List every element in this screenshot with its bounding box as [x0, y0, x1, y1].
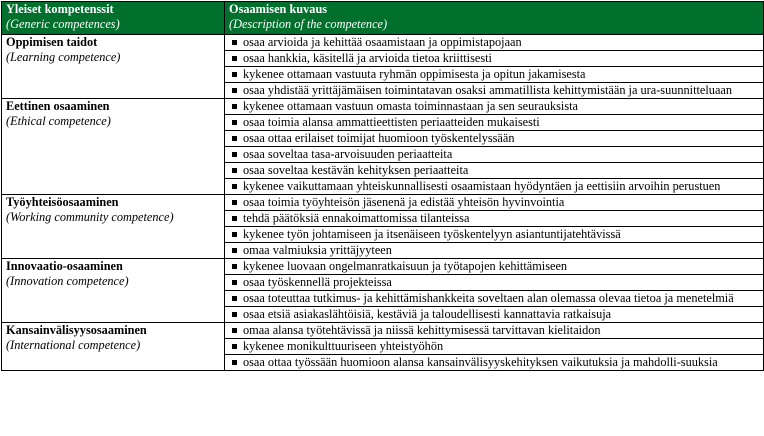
list-item: kykenee vaikuttamaan yhteiskunnallisesti osaamistaan hyödyntäen ja eettisiin arvoihin perustuen — [225, 179, 763, 194]
list-item: osaa ottaa erilaiset toimijat huomioon työskentelyssään — [225, 131, 763, 147]
competence-english-name: (Learning competence) — [6, 50, 121, 64]
list-item: omaa alansa työtehtävissä ja niissä kehittymisessä tarvittavan kielitaidon — [225, 323, 763, 339]
description-list — [229, 195, 759, 258]
competence-english-name: (Ethical competence) — [6, 114, 111, 128]
description-cell — [225, 259, 764, 323]
list-item: osaa etsiä asiakaslähtöisiä, kestäviä ja taloudellisesti kannattavia ratkaisuja — [225, 307, 763, 322]
description-cell — [225, 35, 764, 99]
competence-cell — [2, 35, 225, 99]
competence-name: Työyhteisöosaaminen — [6, 195, 119, 209]
header-description — [225, 2, 764, 35]
table-row — [2, 323, 764, 371]
header-generic-competences — [2, 2, 225, 35]
list-item: osaa hankkia, käsitellä ja arvioida tietoa kriittisesti — [225, 51, 763, 67]
header-row — [2, 2, 764, 35]
description-list — [229, 99, 759, 194]
competence-cell — [2, 323, 225, 371]
list-item: osaa arvioida ja kehittää osaamistaan ja oppimistapojaan — [225, 35, 763, 51]
list-item: kykenee monikulttuuriseen yhteistyöhön — [225, 339, 763, 355]
list-item: tehdä päätöksiä ennakoimattomissa tilanteissa — [225, 211, 763, 227]
header-col1-title: Yleiset kompetenssit — [6, 2, 114, 16]
list-item: osaa yhdistää yrittäjämäisen toimintatavan osaksi ammatillista kehittymistään ja ura-suunnitteluaan — [225, 83, 763, 98]
list-item: osaa työskennellä projekteissa — [225, 275, 763, 291]
description-list — [229, 35, 759, 98]
competence-english-name: (Innovation competence) — [6, 274, 129, 288]
list-item: osaa ottaa työssään huomioon alansa kansainvälisyyskehityksen vaikutuksia ja mahdolli-suuksia — [225, 355, 763, 370]
list-item: kykenee ottamaan vastuuta ryhmän oppimisesta ja opitun jakamisesta — [225, 67, 763, 83]
list-item: osaa toimia työyhteisön jäsenenä ja edistää yhteisön hyvinvointia — [225, 195, 763, 211]
competence-cell — [2, 259, 225, 323]
description-cell — [225, 195, 764, 259]
list-item: osaa toteuttaa tutkimus- ja kehittämishankkeita soveltaen alan olemassa olevaa tietoa ja menetelmiä — [225, 291, 763, 307]
competence-english-name: (International competence) — [6, 338, 141, 352]
header-col2-subtitle: (Description of the competence) — [229, 17, 388, 31]
table-body — [2, 35, 764, 371]
competence-name: Oppimisen taidot — [6, 35, 98, 49]
list-item: omaa valmiuksia yrittäjyyteen — [225, 243, 763, 258]
list-item: osaa soveltaa tasa-arvoisuuden periaatteita — [225, 147, 763, 163]
competence-name: Eettinen osaaminen — [6, 99, 110, 113]
competence-table — [1, 1, 764, 371]
header-col2-title: Osaamisen kuvaus — [229, 2, 328, 16]
header-col1-subtitle: (Generic competences) — [6, 17, 120, 31]
description-list — [229, 323, 759, 370]
description-list — [229, 259, 759, 322]
list-item: osaa soveltaa kestävän kehityksen periaatteita — [225, 163, 763, 179]
competence-name: Kansainvälisyysosaaminen — [6, 323, 147, 337]
competence-cell — [2, 195, 225, 259]
table-row — [2, 259, 764, 323]
description-cell — [225, 99, 764, 195]
table-row — [2, 99, 764, 195]
list-item: kykenee ottamaan vastuun omasta toiminnastaan ja sen seurauksista — [225, 99, 763, 115]
competence-name: Innovaatio-osaaminen — [6, 259, 123, 273]
competence-english-name: (Working community competence) — [6, 210, 174, 224]
description-cell — [225, 323, 764, 371]
table-row — [2, 35, 764, 99]
list-item: osaa toimia alansa ammattieettisten periaatteiden mukaisesti — [225, 115, 763, 131]
table-row — [2, 195, 764, 259]
competence-cell — [2, 99, 225, 195]
list-item: kykenee luovaan ongelmanratkaisuun ja työtapojen kehittämiseen — [225, 259, 763, 275]
list-item: kykenee työn johtamiseen ja itsenäiseen työskentelyyn asiantuntijatehtävissä — [225, 227, 763, 243]
